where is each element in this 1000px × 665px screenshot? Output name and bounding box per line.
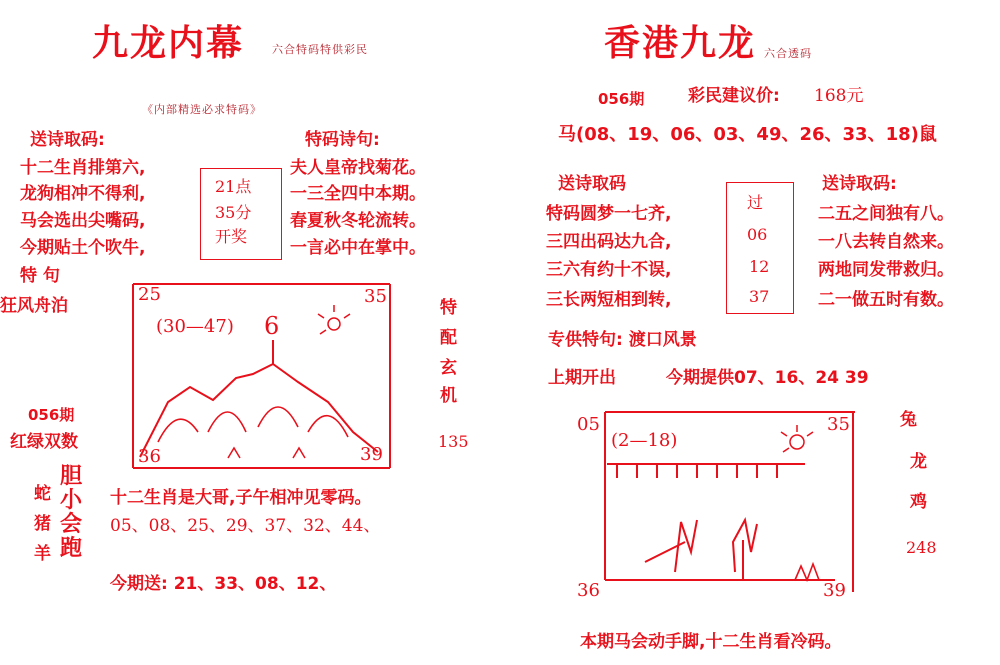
special-poem-line: 一言必中在掌中。 xyxy=(290,238,426,258)
left-send-line: 今期送: 21、33、08、12、 xyxy=(110,574,337,594)
left-poem-line: 十二生肖排第六, xyxy=(20,158,146,178)
pic-num-top-left: 05 xyxy=(577,414,600,435)
left-side-char: 特 xyxy=(440,298,457,318)
box-num: 37 xyxy=(749,287,770,306)
left-poem-line: 今期贴土个吹牛, xyxy=(20,238,146,258)
left-hint-line: 十二生肖是大哥,子午相冲见零码。 xyxy=(110,488,372,508)
right-poem-line: 三四出码达九合, xyxy=(546,232,672,252)
pic-num-bottom-right: 39 xyxy=(360,444,383,465)
right-send-poem-left: 送诗取码 xyxy=(558,174,626,194)
right-issue: 056期 xyxy=(598,90,645,108)
pic-num-bottom-right: 39 xyxy=(823,580,846,601)
bold-stack-item: 跑 xyxy=(60,536,83,561)
last-issue: 上期开出 xyxy=(548,368,616,388)
price-value: 168元 xyxy=(814,86,864,106)
pic-range: (2—18) xyxy=(611,430,678,451)
left-side-char: 玄 xyxy=(440,358,457,378)
left-side-char: 配 xyxy=(440,328,457,348)
right-poem-line-r: 一八去转自然来。 xyxy=(818,232,954,252)
special-poem-line: 一三全四中本期。 xyxy=(290,184,426,204)
left-number-line: 05、08、25、29、37、32、44、 xyxy=(110,516,381,536)
pic-num-top-right: 35 xyxy=(827,414,850,435)
left-side-num: 135 xyxy=(438,432,469,451)
right-poem-line-r: 两地同发带救归。 xyxy=(818,260,954,280)
te-ju-label: 特 句 xyxy=(20,266,60,286)
left-poem-line: 龙狗相冲不得利, xyxy=(20,184,146,204)
right-subtitle: 六合透码 xyxy=(764,47,812,60)
right-poem-line-r: 二五之间独有八。 xyxy=(818,204,954,224)
right-side-char: 兔 xyxy=(900,410,917,430)
right-side-char: 龙 xyxy=(910,452,927,472)
draw-time-line: 21点 xyxy=(215,177,252,196)
left-title: 九龙内幕 xyxy=(92,23,245,64)
left-special-poem-label: 特码诗句: xyxy=(305,130,380,150)
zodiac-stack-item: 羊 xyxy=(34,544,51,564)
left-issue: 056期 xyxy=(28,406,75,424)
provide-line: 今期提供07、16、24 39 xyxy=(666,368,869,388)
box-num: 06 xyxy=(747,225,768,244)
bold-stack-item: 胆 xyxy=(60,464,83,489)
right-poem-line: 三六有约十不误, xyxy=(546,260,672,280)
box-num: 过 xyxy=(747,193,764,212)
pic-range: (30—47) xyxy=(156,316,234,337)
pic-num-top-left: 25 xyxy=(138,284,161,305)
left-poem-line: 马会选出尖嘴码, xyxy=(20,211,146,231)
right-poem-line: 特码圆梦一七齐, xyxy=(546,204,672,224)
zodiac-stack-item: 蛇 xyxy=(34,484,51,504)
pic-num-bottom-left: 36 xyxy=(577,580,600,601)
pic-six: 6 xyxy=(264,312,280,340)
left-draw-time-box xyxy=(200,168,282,260)
te-ju-text: 狂风舟泊 xyxy=(0,296,68,316)
special-sentence: 专供特句: 渡口风景 xyxy=(548,330,697,350)
draw-time-line: 开奖 xyxy=(215,227,248,246)
pic-num-bottom-left: 36 xyxy=(138,446,161,467)
left-side-char: 机 xyxy=(440,386,457,406)
left-subtitle: 六合特码特供彩民 xyxy=(272,43,368,56)
draw-time-line: 35分 xyxy=(215,203,252,222)
right-side-num: 248 xyxy=(906,538,937,557)
right-send-poem-right: 送诗取码: xyxy=(822,174,897,194)
left-motto: 《内部精选必求特码》 xyxy=(142,103,262,116)
special-poem-line: 夫人皇帝找菊花。 xyxy=(290,158,426,178)
red-green-label: 红绿双数 xyxy=(10,432,78,452)
zodiac-stack-item: 猪 xyxy=(34,514,51,534)
right-bottom-line: 本期马会动手脚,十二生肖看冷码。 xyxy=(580,632,842,652)
right-poem-line-r: 二一做五时有数。 xyxy=(818,290,954,310)
right-grass-picture xyxy=(575,402,865,602)
box-num: 12 xyxy=(749,257,770,276)
left-send-poem-label: 送诗取码: xyxy=(30,130,105,150)
bold-stack-item: 小 xyxy=(60,488,83,513)
right-side-char: 鸡 xyxy=(910,492,927,512)
left-mountain-picture xyxy=(128,282,400,472)
right-number-box xyxy=(726,182,794,314)
horse-line: 马(08、19、06、03、49、26、33、18)鼠 xyxy=(558,124,937,145)
right-poem-line: 三长两短相到转, xyxy=(546,290,672,310)
pic-num-top-right: 35 xyxy=(364,286,387,307)
right-title: 香港九龙 xyxy=(604,23,757,64)
special-poem-line: 春夏秋冬轮流转。 xyxy=(290,211,426,231)
price-label: 彩民建议价: xyxy=(688,86,780,106)
bold-stack-item: 会 xyxy=(60,512,83,537)
